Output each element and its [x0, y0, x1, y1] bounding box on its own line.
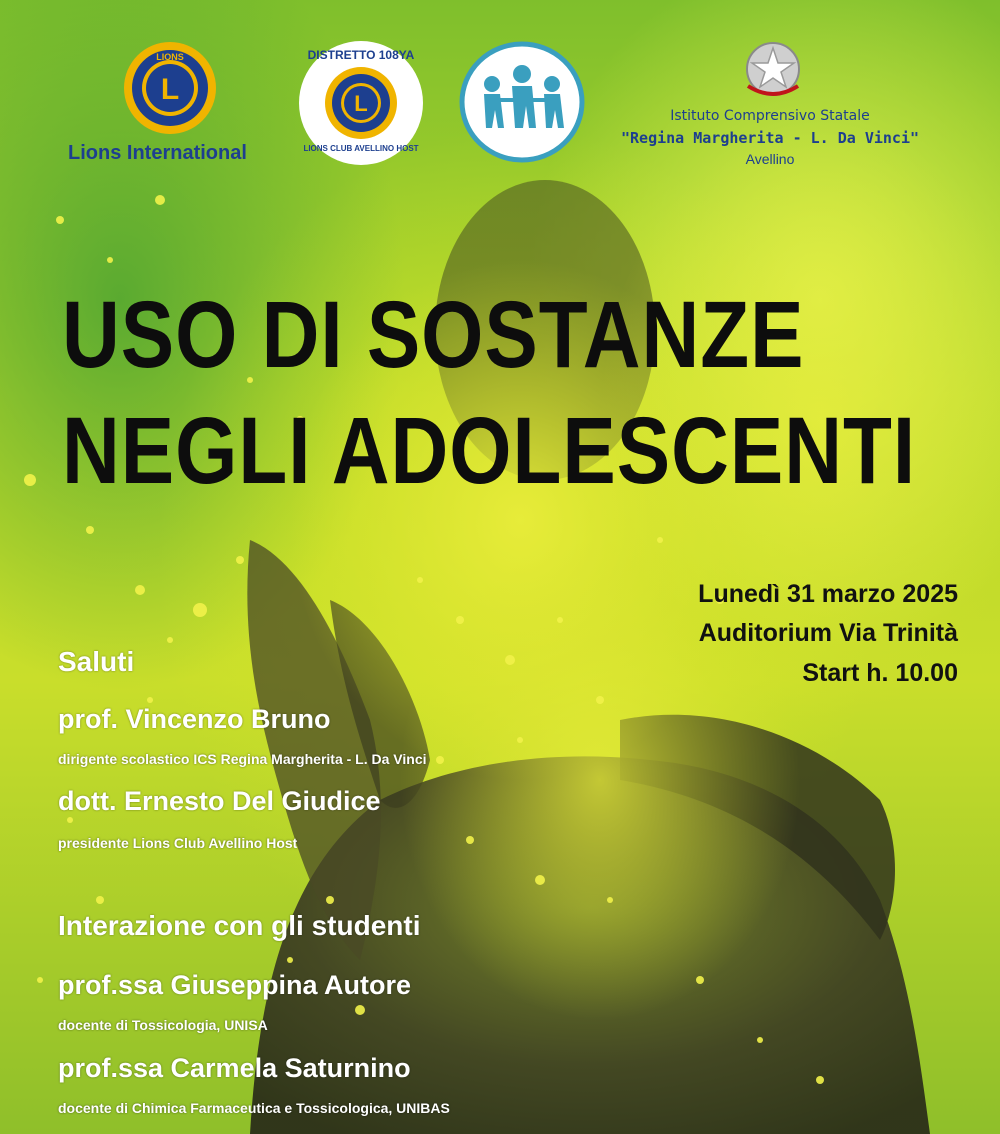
title-line-1: USO DI SOSTANZE — [62, 282, 805, 388]
speaker-2-role: presidente Lions Club Avellino Host — [58, 835, 298, 851]
lions-international-logo — [120, 38, 220, 138]
speaker-1-role: dirigente scolastico ICS Regina Margherita - L. Da Vinci — [58, 751, 427, 767]
lions-international-label: Lions International — [68, 142, 247, 164]
children-holding-hands-icon — [458, 40, 586, 164]
event-venue: Auditorium Via Trinità — [698, 619, 958, 647]
district-108ya-logo — [296, 38, 426, 168]
lions-emblem-icon — [120, 38, 220, 138]
event-start-time: Start h. 10.00 — [802, 659, 958, 687]
school-name-line2: "Regina Margherita - L. Da Vinci" — [620, 129, 919, 147]
speaker-3-role: docente di Tossicologia, UNISA — [58, 1017, 268, 1033]
svg-text:L: L — [160, 73, 180, 106]
children-logo — [458, 40, 586, 164]
svg-text:L: L — [354, 91, 368, 116]
speaker-3-name: prof.ssa Giuseppina Autore — [58, 970, 412, 1000]
speaker-4-name: prof.ssa Carmela Saturnino — [58, 1053, 411, 1083]
svg-text:LIONS: LIONS — [156, 52, 184, 62]
italian-republic-emblem — [740, 36, 806, 102]
greetings-heading: Saluti — [58, 646, 135, 677]
district-logo-top-text: DISTRETTO 108YA — [307, 48, 415, 62]
school-city: Avellino — [745, 151, 795, 167]
speaker-2-name: dott. Ernesto Del Giudice — [58, 786, 381, 816]
event-date: Lunedì 31 marzo 2025 — [698, 580, 958, 608]
speaker-1-name: prof. Vincenzo Bruno — [58, 704, 331, 734]
speaker-4-role: docente di Chimica Farmaceutica e Tossicologica, UNIBAS — [58, 1100, 450, 1116]
district-logo-bottom-text: LIONS CLUB AVELLINO HOST — [303, 144, 419, 153]
title-line-2: NEGLI ADOLESCENTI — [62, 398, 917, 504]
school-name-line1: Istituto Comprensivo Statale — [670, 108, 870, 124]
star-emblem-icon — [740, 36, 806, 102]
interaction-heading: Interazione con gli studenti — [58, 910, 421, 941]
